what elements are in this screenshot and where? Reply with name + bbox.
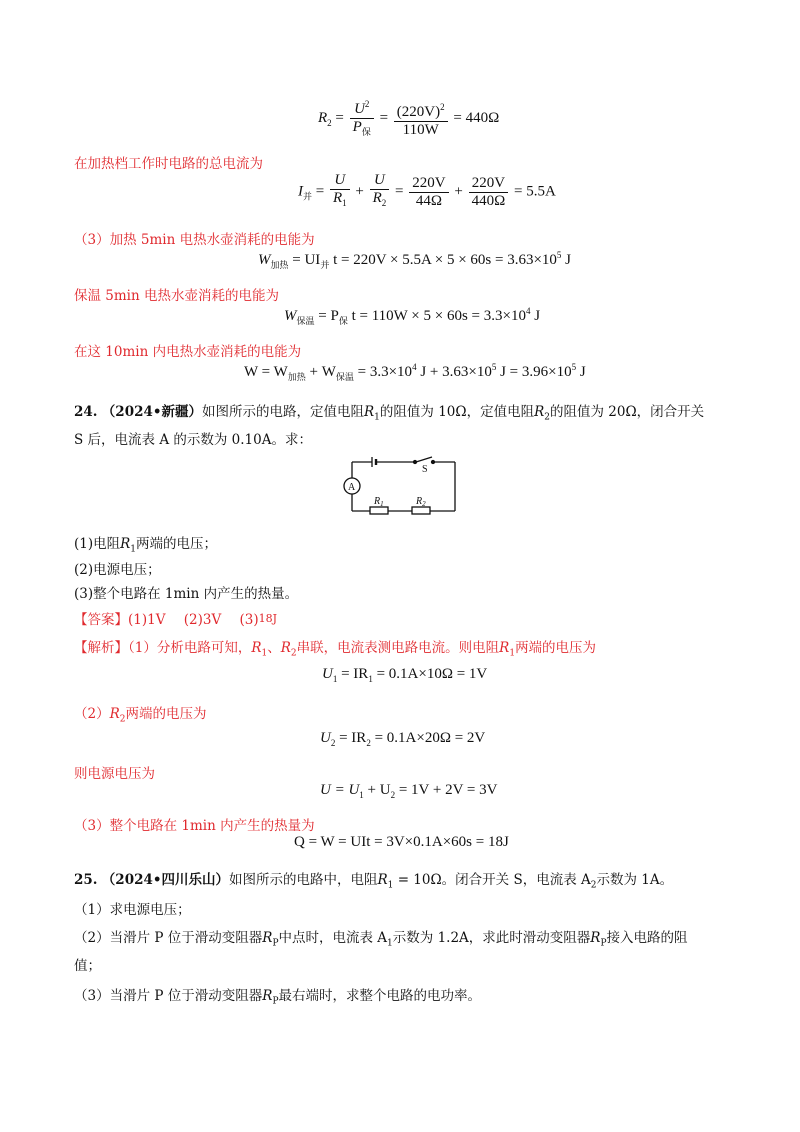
- formula-u1: $U_1 = IR_1 = 0.1A\times 10\Omega = 1V$: [322, 666, 488, 684]
- q24-circuit-diagram: [342, 456, 462, 516]
- formula-r2: $R_2$ = $\frac{U^2}{P_保}$ = $\frac{(220V)^2}{110W}$ = 440Ω: [318, 96, 499, 141]
- q24-heat-text: （3）整个电路在 1min 内产生的热量为: [74, 818, 315, 834]
- circuit-ammeter-label: A: [348, 482, 356, 493]
- answer-tag: 【答案】: [74, 612, 128, 628]
- q25-sub3: （3）当滑片 P 位于滑动变阻器$R_P$最右端时，求整个电路的电功率。: [74, 988, 481, 1007]
- text-keep-energy: 保温 5min 电热水壶消耗的电能为: [74, 288, 279, 304]
- formula-w-heat: $W_{加热} = UI_并$ $t = 220V \times 5.5A \times 5 \times 60s = 3.63\times 10^5$ J: [258, 250, 571, 270]
- text-heat-energy: （3）加热 5min 电热水壶消耗的电能为: [74, 232, 315, 248]
- analysis-tag: 【解析】: [74, 640, 128, 656]
- formula-total-current: $I_并$ = $\frac{U}{R_1}$ + $\frac{U}{R_2}$ = $\frac{220V}{44\Omega}$ + $\frac{220V}{440\Omega}$ = 5.5A: [298, 172, 556, 209]
- formula-u: $U = U_1 + U_2 = 1V + 2V = 3V$: [320, 782, 498, 800]
- formula-w-total: $W = W_{加热} + W_{保温} = 3.3\times 10^4$ $J + 3.63\times 10^5$ $J = 3.96\times 10^5$ J: [244, 362, 586, 382]
- circuit-switch-label: S: [422, 464, 428, 475]
- q24-analysis: 【解析】（1）分析电路可知，$R_1$、$R_2$串联，电流表测电路电流。则电阻$R_1$两端的电压为: [74, 640, 597, 659]
- q25-number: 25.: [74, 872, 98, 888]
- formula-u2: $U_2 = IR_2 = 0.1A\times 20\Omega = 2V$: [320, 730, 486, 748]
- q25-line1: 25. （2024•四川乐山）如图所示的电路中，电阻$R_1 = 10\Omega$。闭合开关 S，电流表 $A_2$示数为 1A。: [74, 872, 674, 891]
- text-total-current: 在加热档工作时电路的总电流为: [74, 156, 263, 172]
- text-total-energy: 在这 10min 内电热水壶消耗的电能为: [74, 344, 302, 360]
- q25-source: （2024•四川乐山）: [101, 872, 229, 888]
- formula-w-keep: $W_{保温} = P_保$ $t = 110W \times 5 \times 60s = 3.3\times 10^4$ J: [284, 306, 541, 326]
- q25-sub2: （2）当滑片 P 位于滑动变阻器$R_P$中点时，电流表 $A_1$示数为 1.2A，求此时滑动变阻器$R_P$接入电路的阻: [74, 930, 688, 949]
- q24-number: 24.: [74, 404, 98, 420]
- q24-source-voltage-text: 则电源电压为: [74, 766, 155, 782]
- q25-sub1: （1）求电源电压；: [74, 902, 191, 918]
- q24-line1: 24. （2024•新疆）如图所示的电路，定值电阻$R_1$的阻值为 10Ω，定值电阻$R_2$的阻值为 20Ω，闭合开关: [74, 404, 705, 423]
- circuit-r1-label: $R_1$: [374, 496, 384, 508]
- q24-sub3: (3)整个电路在 1min 内产生的热量。: [74, 586, 299, 602]
- q24-sub2: (2)电源电压；: [74, 562, 161, 578]
- q24-analysis-2: $(2)R_2$两端的电压为: [74, 706, 207, 725]
- q25-sub2-cont: 值；: [74, 958, 101, 974]
- circuit-r2-label: $R_2$: [416, 496, 426, 508]
- q24-answer: 【答案】(1)1V (2)3V (3)18J: [74, 612, 278, 628]
- q24-sub1: (1)电阻$R_1$两端的电压；: [74, 536, 218, 555]
- q24-source: （2024•新疆）: [101, 404, 202, 420]
- q24-line2: S 后，电流表 A 的示数为 0.10A。求：: [74, 432, 312, 448]
- formula-q: Q = W = UIt = 3V×0.1A×60s = 18J: [294, 834, 509, 850]
